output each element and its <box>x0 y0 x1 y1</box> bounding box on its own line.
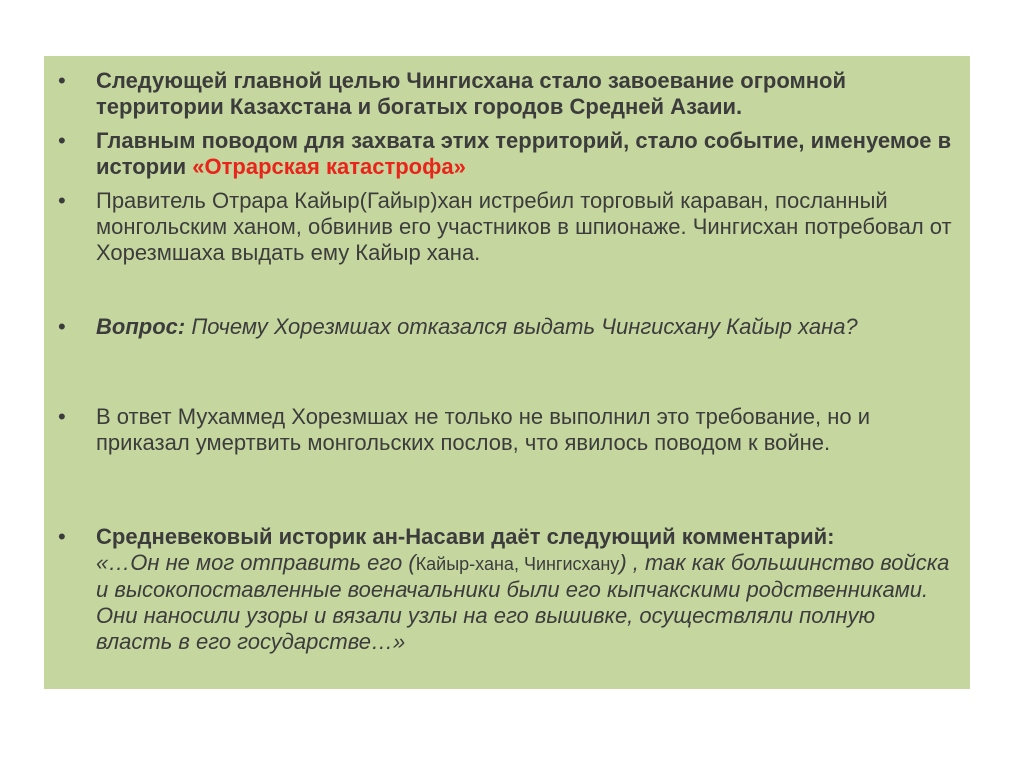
bullet-text: Следующей главной целью Чингисхана стало завоевание огромной территории Казахстана и богатых городов Средней Азаии. <box>96 68 846 119</box>
bullet-text-main: Главным поводом для захвата этих территорий, стало событие, именуемое в истории <box>96 128 952 179</box>
quote-end: ) , так как большинство войска и высокопоставленные военачальники были его кыпчакскими родственниками. Они наносили узоры и вязали узлы на его вышивке, осуществляли полную власть в его государстве…» <box>96 550 950 654</box>
quote-start: «…Он не мог отправить его ( <box>96 550 416 575</box>
quote-note: Кайыр-хана, Чингисхану <box>415 554 620 574</box>
bullet-marker: • <box>58 314 66 339</box>
bullet-marker: • <box>58 188 66 213</box>
bullet-text <box>96 128 956 180</box>
bullet-text: Правитель Отрара Кайыр(Гайыр)хан истребил торговый караван, посланный монгольским ханом, обвинив его участников в шпионаже. Чингисхан потребовал от Хорезмшаха выдать ему Кайыр хана. <box>96 188 952 265</box>
bullet-text: В ответ Мухаммед Хорезмшах не только не выполнил это требование, но и приказал умертвить монгольских послов, что явилось поводом к войне. <box>96 404 871 455</box>
bullet-marker: • <box>58 524 66 549</box>
bullet-marker: • <box>58 404 66 429</box>
content-panel <box>44 56 970 689</box>
quote-block <box>96 524 956 655</box>
historian-lead: Средневековый историк ан-Насави даёт следующий комментарий: <box>96 524 835 549</box>
bullet-marker: • <box>58 128 66 153</box>
question-label: Вопрос: <box>96 314 186 339</box>
question-body: Почему Хорезмшах отказался выдать Чингисхану Кайыр хана? <box>185 314 858 339</box>
bullet-marker: • <box>58 68 66 93</box>
historian-quote <box>96 550 956 655</box>
question-text <box>96 314 956 340</box>
otrar-catastrophe-highlight: «Отрарская катастрофа» <box>192 154 466 179</box>
